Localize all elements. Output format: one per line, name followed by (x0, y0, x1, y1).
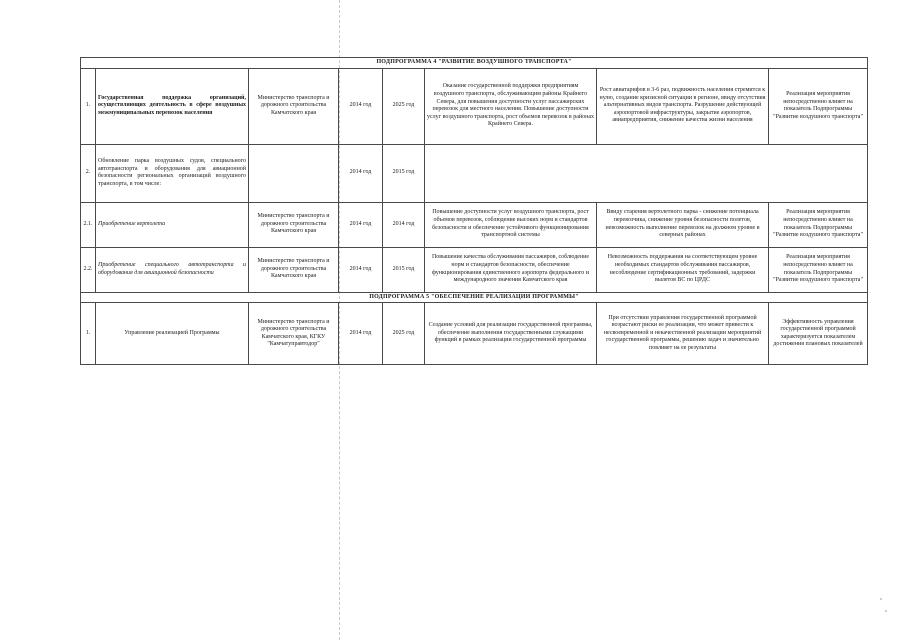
subprogram-5-title: ПОДПРОГРАММА 5 "ОБЕСПЕЧЕНИЕ РЕАЛИЗАЦИИ ПРОГРАММЫ" (81, 292, 868, 303)
measures-table (80, 57, 868, 365)
executor: Министерство транспорта и дорожного строительства Камчатского края (249, 68, 339, 144)
indicator-link: Реализация мероприятия непосредственно влияет на показатель Подпрограммы "Развитие воздушного транспорта" (769, 247, 868, 292)
table-row (81, 68, 868, 144)
table-row (81, 202, 868, 247)
start-year: 2014 год (339, 202, 383, 247)
end-year: 2025 год (383, 303, 425, 365)
expected-result: Создание условий для реализации государственной программы, обеспечение выполнения государственными служащими функций в рамках реализации государственной программы (425, 303, 597, 365)
executor (249, 144, 339, 202)
indicator-link: Эффективность управления государственной программой характеризуется показателем достижения плановых показателей (769, 303, 868, 365)
executor: Министерство транспорта и дорожного строительства Камчатского края (249, 202, 339, 247)
indicator-link: Реализация мероприятия непосредственно влияет на показатель Подпрограммы "Развитие воздушного транспорта" (769, 202, 868, 247)
end-year: 2015 год (383, 144, 425, 202)
row-number: 1. (81, 68, 96, 144)
end-year: 2014 год (383, 202, 425, 247)
table-row (81, 303, 868, 365)
non-implementation-consequence: Ввиду старения вертолетного парка - снижение потенциала перевозчика, снижение уровня безопасности полетов, невозможность выполнение перевозок на должном уровне в северных районах (597, 202, 769, 247)
row-number: 2. (81, 144, 96, 202)
task-name: Управление реализацией Программы (96, 303, 249, 365)
row-number: 2.1. (81, 202, 96, 247)
table-row (81, 247, 868, 292)
indicator-link: Реализация мероприятия непосредственно влияет на показатель Подпрограммы "Развитие воздушного транспорта" (769, 68, 868, 144)
expected-result: Повышение доступности услуг воздушного транспорта, рост объемов перевозок, соблюдение высоких норм и стандартов безопасности и обеспечение устойчивого функционирования транспортной системы (425, 202, 597, 247)
expected-result: Оказание государственной поддержки предприятиям воздушного транспорта, обслуживающим районы Крайнего Севера, для повышения доступности услуг пассажирских перевозок для местного населения. Повышение доступности услуг воздушного транспорта, рост объемов перевозок в районах Крайнего Севера. (425, 68, 597, 144)
task-name: Приобретение специального автотранспорта и оборудования для авиационной безопасности (96, 247, 249, 292)
end-year: 2015 год (383, 247, 425, 292)
start-year: 2014 год (339, 68, 383, 144)
scan-speck (885, 610, 887, 612)
start-year: 2014 год (339, 303, 383, 365)
executor: Министерство транспорта и дорожного строительства Камчатского края, КГКУ "Камчатуправтодор" (249, 303, 339, 365)
scan-speck (880, 598, 882, 600)
merged-empty-cell (425, 144, 868, 202)
subprogram-header-row (81, 58, 868, 69)
non-implementation-consequence: При отсутствии управления государственной программой возрастают риски ее реализации, что может привести к несвоевременной и некачественной реализации мероприятий государственной программы, решению задач и значительно повлияет на ее результаты (597, 303, 769, 365)
expected-result: Повышение качества обслуживания пассажиров, соблюдение норм и стандартов безопасности, обеспечение функционирования единственного аэропорта федерального и международного значения Камчатского края (425, 247, 597, 292)
row-number: 1. (81, 303, 96, 365)
table-row (81, 144, 868, 202)
start-year: 2014 год (339, 144, 383, 202)
task-name: Обновление парка воздушных судов, специального автотранспорта и оборудования для авиационной безопасности региональных организаций воздушного транспорта, в том числе: (96, 144, 249, 202)
end-year: 2025 год (383, 68, 425, 144)
non-implementation-consequence: Невозможность поддержания на соответствующем уровне необходимых стандартов обслуживания пассажиров, несоблюдение сертификационных требований, задержки вылетов ВС по ЦРДС (597, 247, 769, 292)
task-name: Приобретение вертолета (96, 202, 249, 247)
subprogram-4-title: ПОДПРОГРАММА 4 "РАЗВИТИЕ ВОЗДУШНОГО ТРАНСПОРТА" (81, 58, 868, 69)
executor: Министерство транспорта и дорожного строительства Камчатского края (249, 247, 339, 292)
non-implementation-consequence: Рост авиатарифов в 3-6 раз, подвижность населения стремится к нулю, создание кризисной ситуации в регионе, ввиду отсутствия альтернативных видов транспорта. Разрушение действующей аэропортовой инфраструктуры, закрытие аэропортов, авиапредприятия, снижение качества жизни населения (597, 68, 769, 144)
subprogram-header-row (81, 292, 868, 303)
task-name: Государственная поддержка организаций, осуществляющих деятельность в сфере воздушных межмуниципальных перевозок населения (96, 68, 249, 144)
row-number: 2.2. (81, 247, 96, 292)
start-year: 2014 год (339, 247, 383, 292)
